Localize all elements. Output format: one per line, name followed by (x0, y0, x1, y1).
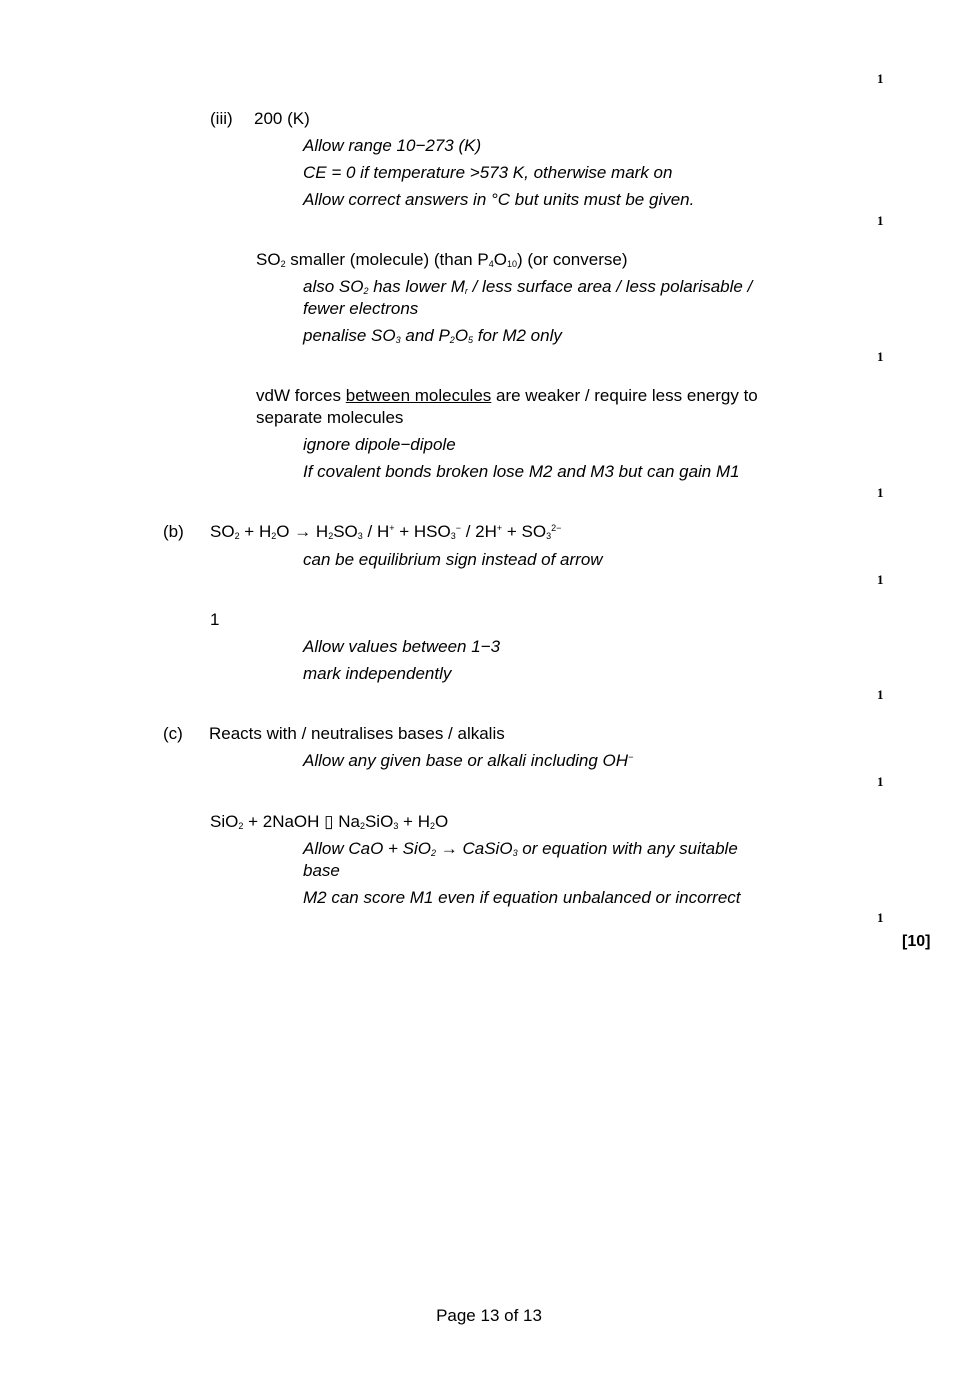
mark-value: 1 (877, 349, 884, 364)
marking-note: fewer electrons (303, 299, 419, 318)
mark-value: 1 (877, 572, 884, 587)
marking-note: penalise $SO_3$ and $P_2O_5$ for M2 only (303, 326, 562, 345)
marking-note: also $SO_2$ has lower $M_r$ / less surface area / less polarisable / (303, 277, 753, 296)
marking-note: ignore dipole−dipole (303, 435, 456, 454)
question-label: (c) (163, 724, 183, 743)
marking-note: Allow correct answers in °C but units must be given. (303, 190, 695, 209)
answer-text: separate molecules (256, 408, 404, 427)
marking-note: If covalent bonds broken lose M2 and M3 but can gain M1 (303, 462, 740, 481)
mark-value: 1 (877, 687, 884, 702)
answer-text: vdW forces between molecules are weaker / require less energy to (256, 386, 758, 405)
question-label: (b) (163, 522, 184, 541)
marking-note: Allow range 10−273 (K) (303, 136, 482, 155)
mark-value: 1 (877, 71, 884, 86)
mark-value: 1 (877, 485, 884, 500)
page-footer: Page 13 of 13 (436, 1306, 542, 1325)
answer-text: Reacts with / neutralises bases / alkalis (209, 724, 505, 743)
total-marks: [10] (902, 933, 931, 950)
mark-value: 1 (877, 213, 884, 228)
marking-note: Allow any given base or alkali including OH− (303, 751, 634, 770)
chemical-equation: SiO$_2$ + 2NaOH ▯ $Na_2SiO_3 + H_2O$ (210, 812, 449, 831)
marking-note: CE = 0 if temperature >573 K, otherwise mark on (303, 163, 673, 182)
mark-value: 1 (877, 774, 884, 789)
answer-text: 200 (K) (254, 109, 310, 128)
mark-value: 1 (877, 910, 884, 925)
question-label: (iii) (210, 109, 233, 128)
marking-note: M2 can score M1 even if equation unbalanced or incorrect (303, 888, 741, 907)
marking-note: Allow CaO + SiO$_2$ → CaSiO$_3$ or equation with any suitable (303, 839, 738, 858)
marking-note: can be equilibrium sign instead of arrow (303, 550, 603, 569)
answer-text: $SO_2$ smaller (molecule) (than $P_4O_{10}$) (or converse) (256, 250, 628, 269)
answer-text: 1 (210, 610, 220, 629)
marking-note: Allow values between 1−3 (303, 637, 501, 656)
chemical-equation: $SO_2 + H_2O \to H_2SO_3 / H^+ + HSO_3^- / 2H^+ + SO_3^{2-}$ (210, 522, 562, 541)
marking-note: mark independently (303, 664, 452, 683)
marking-note: base (303, 861, 340, 880)
